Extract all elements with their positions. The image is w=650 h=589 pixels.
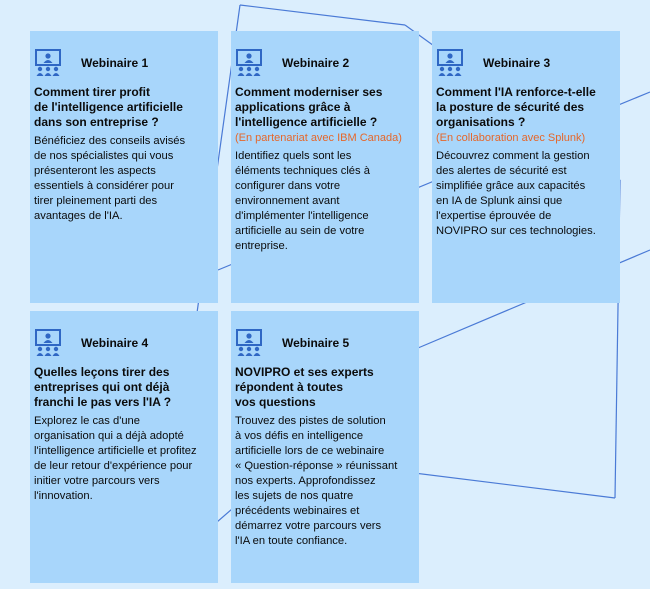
card-title: Comment tirer profit de l'intelligence artificielle dans son entreprise ? <box>34 85 183 129</box>
card-title: NOVIPRO et ses experts répondent à toutes vos questions <box>235 365 374 409</box>
webinar-presentation-icon <box>236 329 262 357</box>
webinar-card-3[interactable] <box>432 31 620 303</box>
webinar-card-2[interactable] <box>231 31 419 303</box>
webinar-presentation-icon <box>35 49 61 77</box>
card-partner: (En collaboration avec Splunk) <box>436 132 586 144</box>
card-title: Quelles leçons tirer des entreprises qui ont déjà franchi le pas vers l'IA ? <box>34 365 172 409</box>
card-header <box>235 49 413 77</box>
card-label: Webinaire 1 <box>81 56 149 70</box>
card-partner: (En partenariat avec IBM Canada) <box>235 132 402 144</box>
card-description: Identifiez quels sont les éléments techniques clés à configurer dans votre environnement avant d'implémenter l'intelligence artificielle au sein de votre entreprise. <box>235 150 370 252</box>
card-header <box>235 329 413 357</box>
webinar-card-1[interactable] <box>30 31 218 303</box>
webinar-presentation-icon <box>236 49 262 77</box>
card-header <box>34 49 212 77</box>
card-title: Comment moderniser ses applications grâce à l'intelligence artificielle ? <box>235 85 383 129</box>
card-description: Bénéficiez des conseils avisés de nos spécialistes qui vous présenteront les aspects essentiels à considérer pour tirer pleinement parti des avantages de l'IA. <box>34 135 186 222</box>
card-header <box>436 49 614 77</box>
card-header <box>34 329 212 357</box>
webinar-card-4[interactable] <box>30 311 218 583</box>
card-description: Trouvez des pistes de solution à vos défis en intelligence artificielle lors de ce webinaire « Question-réponse » réunissant nos experts. Approfondissez les sujets de nos quatre précédents webinaires et démarrez votre parcours vers l'IA en toute confiance. <box>235 415 398 547</box>
card-label: Webinaire 4 <box>81 336 149 350</box>
card-label: Webinaire 3 <box>483 56 551 70</box>
webinar-presentation-icon <box>35 329 61 357</box>
card-title: Comment l'IA renforce-t-elle la posture de sécurité des organisations ? <box>436 85 596 129</box>
card-description: Découvrez comment la gestion des alertes de sécurité est simplifiée grâce aux capacités en IA de Splunk ainsi que l'expertise éprouvée de NOVIPRO sur ces technologies. <box>436 150 596 237</box>
card-description: Explorez le cas d'une organisation qui a déjà adopté l'intelligence artificielle et profitez de leur retour d'expérience pour initier votre parcours vers l'innovation. <box>34 415 197 502</box>
card-label: Webinaire 2 <box>282 56 350 70</box>
webinar-card-5[interactable] <box>231 311 419 583</box>
card-label: Webinaire 5 <box>282 336 350 350</box>
webinar-presentation-icon <box>437 49 463 77</box>
